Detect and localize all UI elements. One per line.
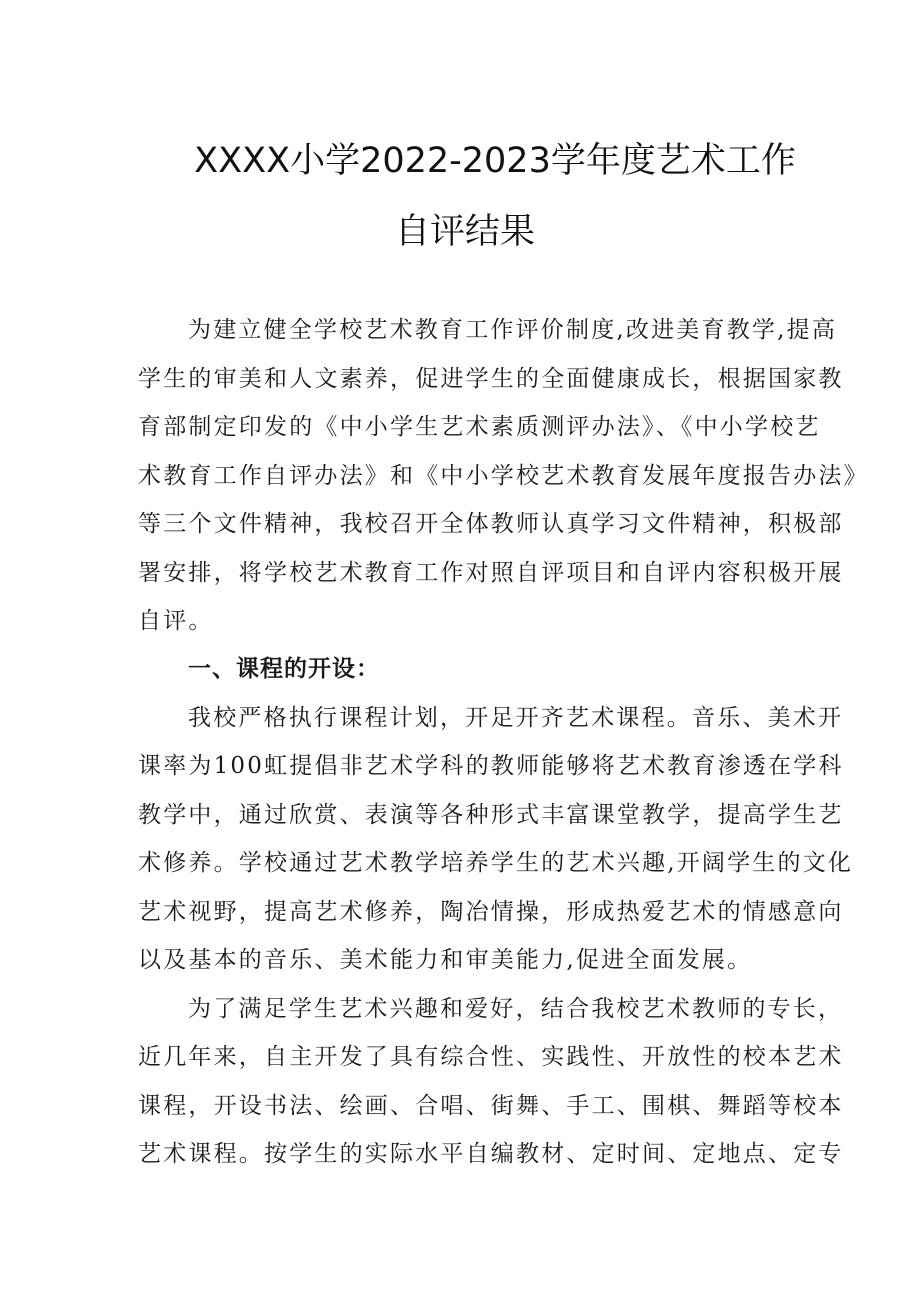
paragraph-1-line-6: 署安排，将学校艺术教育工作对照自评项目和自评内容积极开展: [138, 560, 844, 586]
paragraph-2-line-6: 以及基本的音乐、美术能力和审美能力,促进全面发展。: [138, 947, 753, 973]
paragraph-1-line-4: 术教育工作自评办法》和《中小学校艺术教育发展年度报告办法》: [138, 463, 869, 489]
paragraph-2-line-5: 艺术视野，提高艺术修养，陶冶情操，形成热爱艺术的情感意向: [138, 899, 844, 925]
paragraph-1-line-5: 等三个文件精神，我校召开全体教师认真学习文件精神，积极部: [138, 511, 844, 537]
paragraph-2-line-3: 教学中，通过欣赏、表演等各种形式丰富课堂教学，提高学生艺: [138, 802, 844, 828]
paragraph-2-line-2: 课率为100虹提倡非艺术学科的教师能够将艺术教育渗透在学科: [138, 753, 844, 779]
document-title-line-1: XXXX小学2022-2023学年度艺术工作: [194, 141, 796, 181]
paragraph-1-line-3: 育部制定印发的《中小学生艺术素质测评办法》、《中小学校艺: [138, 414, 821, 440]
paragraph-3-line-1: 为了满足学生艺术兴趣和爱好，结合我校艺术教师的专长，: [188, 996, 844, 1022]
paragraph-2-line-1: 我校严格执行课程计划，开足开齐艺术课程。音乐、美术开: [188, 705, 844, 731]
paragraph-3-line-3: 课程，开设书法、绘画、合唱、街舞、手工、围棋、舞蹈等校本: [138, 1093, 844, 1119]
paragraph-3-line-4: 艺术课程。按学生的实际水平自编教材、定时间、定地点、定专: [138, 1141, 844, 1167]
paragraph-1-line-2: 学生的审美和人文素养，促进学生的全面健康成长，根据国家教: [138, 366, 844, 392]
paragraph-2-line-4: 术修养。学校通过艺术教学培养学生的艺术兴趣,开阔学生的文化: [138, 850, 854, 876]
document-title-line-2: 自评结果: [394, 212, 535, 252]
paragraph-1-line-7: 自评。: [138, 608, 214, 634]
paragraph-1-line-1: 为建立健全学校艺术教育工作评价制度,改进美育教学,提高: [188, 317, 838, 343]
paragraph-3-line-2: 近几年来，自主开发了具有综合性、实践性、开放性的校本艺术: [138, 1044, 844, 1070]
section-1-heading: 一、课程的开设：: [188, 656, 380, 682]
